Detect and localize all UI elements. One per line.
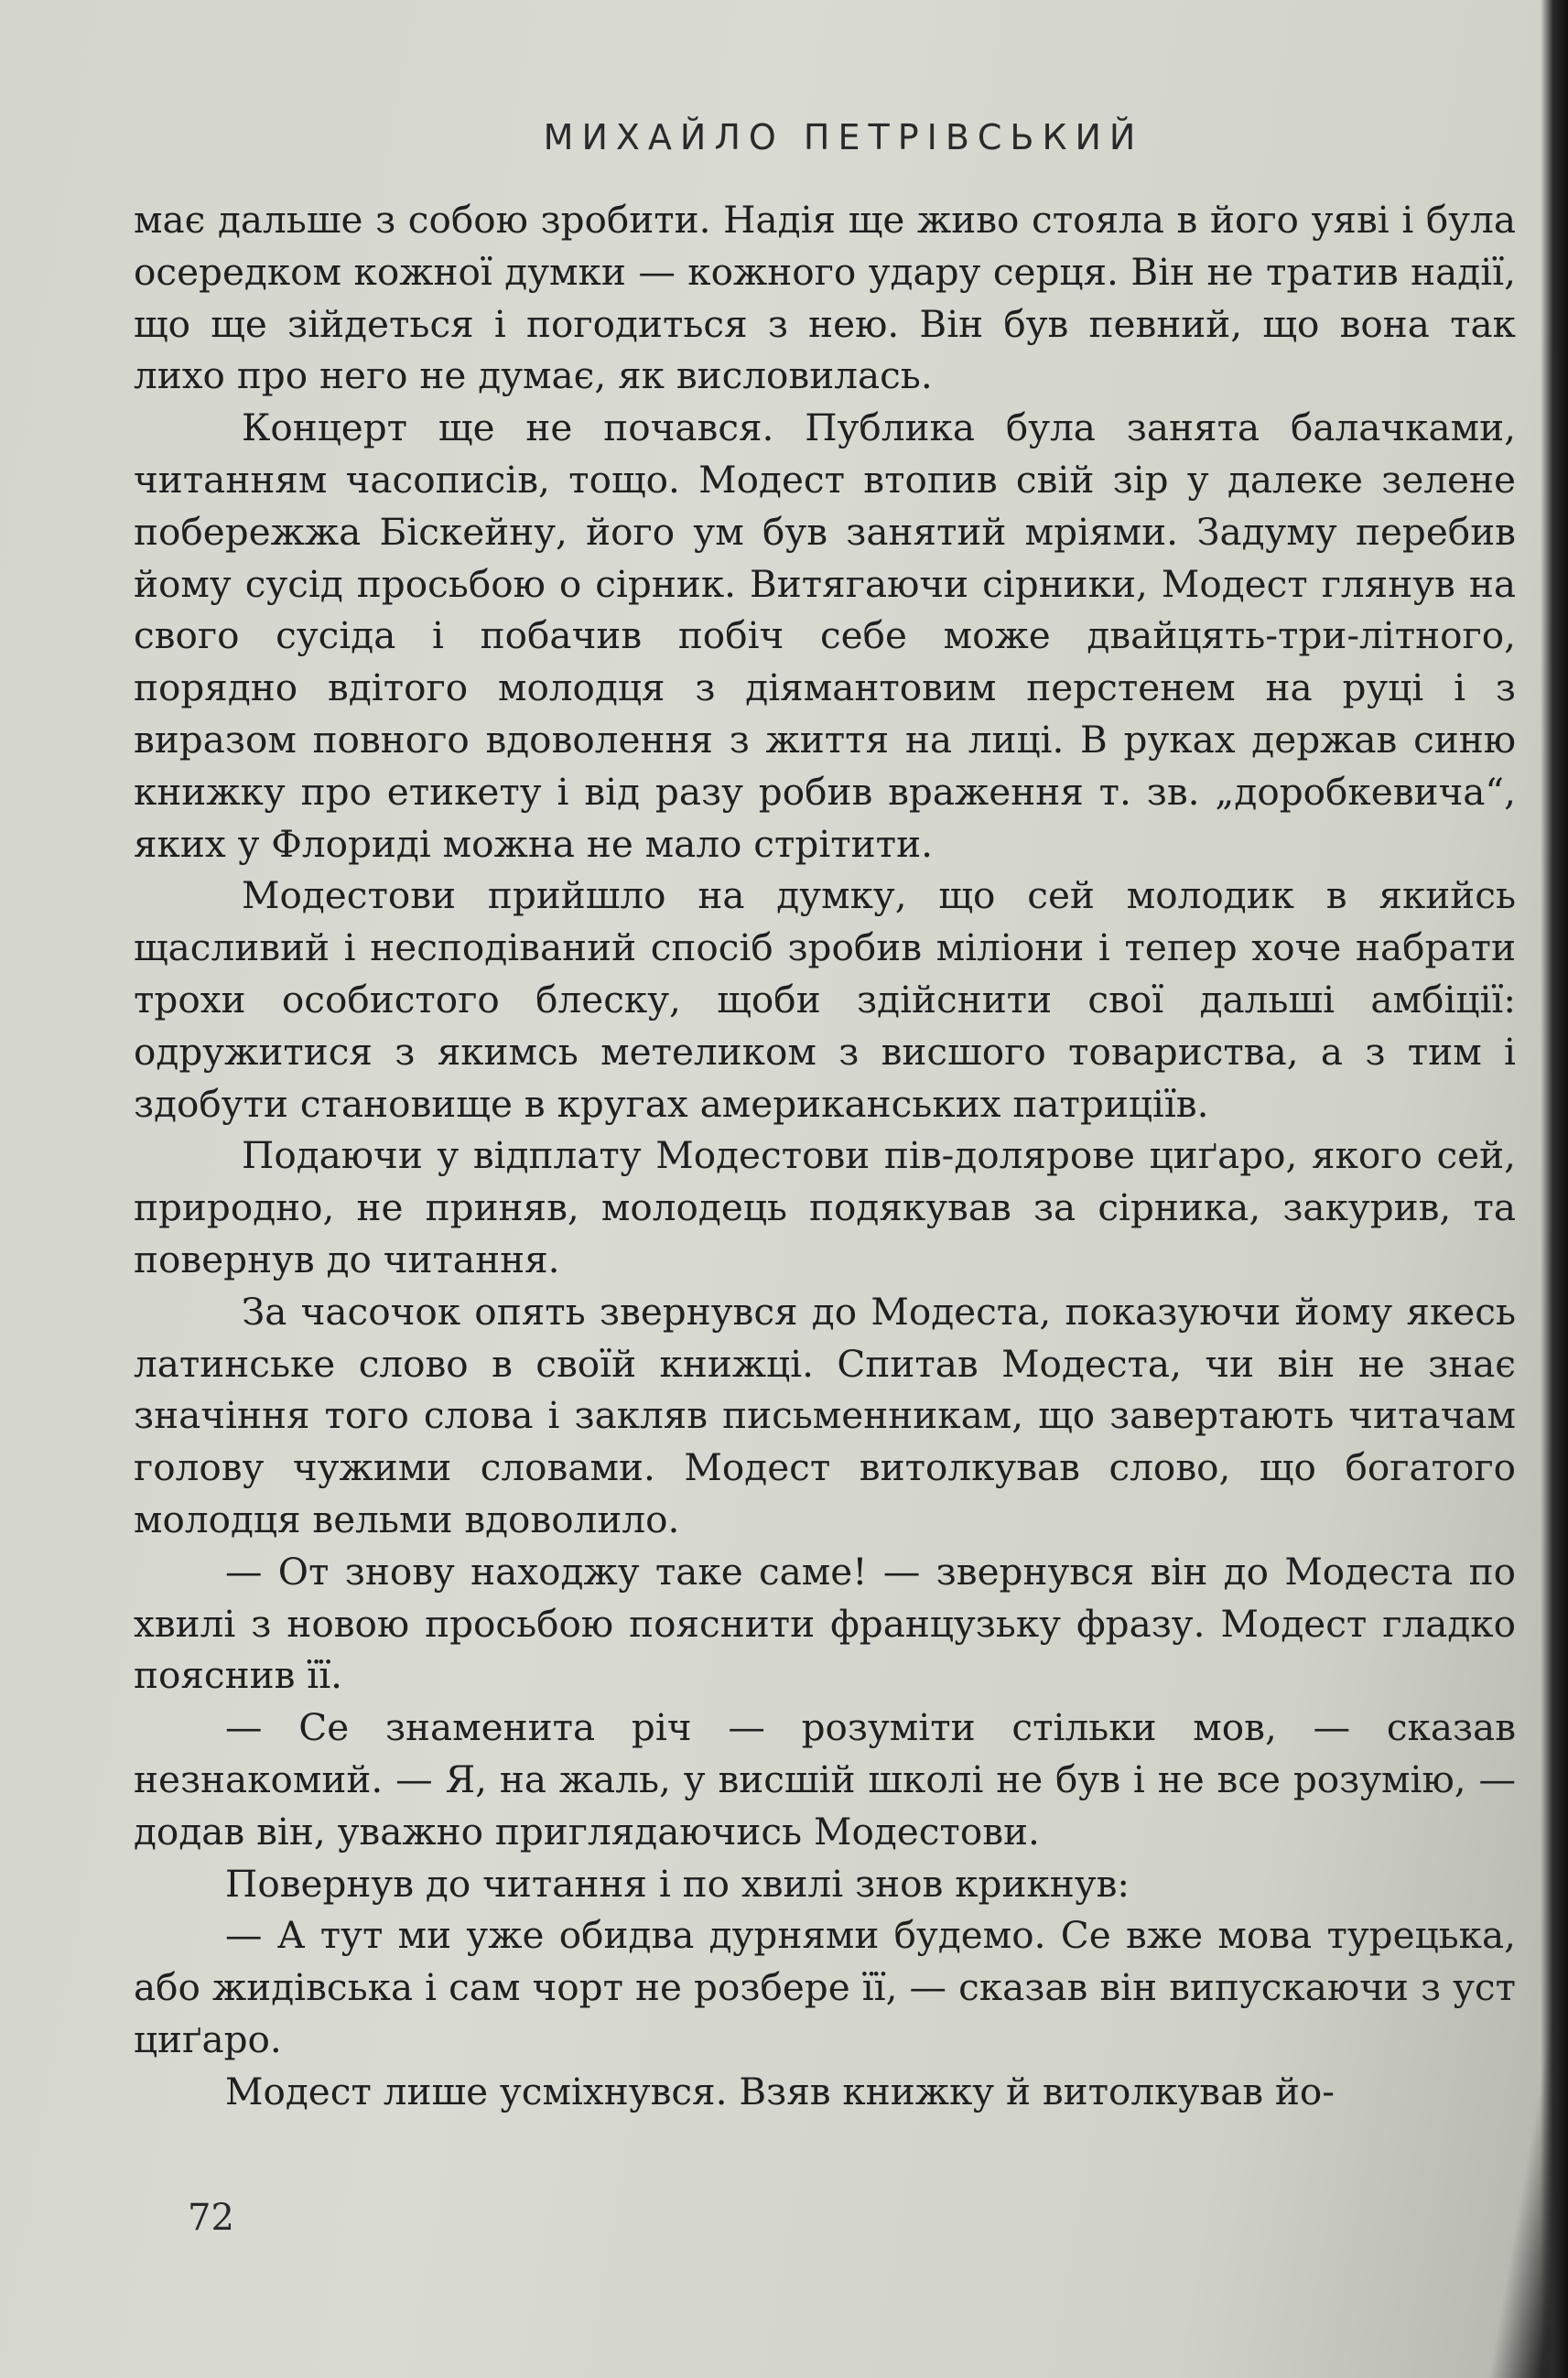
running-head: МИХАЙЛО ПЕТРІВСЬКИЙ	[543, 117, 1144, 157]
page-number: 72	[188, 2197, 234, 2239]
body-text	[134, 194, 1516, 2117]
paragraph: Модест лише усміхнувся. Взяв книжку й витолкував йо-	[225, 2069, 1335, 2113]
paragraph: — Се знаменита річ — розуміти стільки мов, — сказав незнакомий. — Я, на жаль, у висшій школі не був і не все розумію, — додав він, уважно приглядаючись Модестови.	[134, 1705, 1516, 1854]
paragraph: має дальше з собою зробити. Надія ще живо стояла в його уяві і була осередком кожної думки — кожного удару серця. Він не тратив надії, що ще зійдеться і погодиться з нею. Він був певний, що вона так лихо про него не думає, як висловилась.	[134, 198, 1516, 398]
paragraph: Повернув до читання і по хвилі знов крикнув:	[225, 1861, 1130, 1906]
paragraph: — А тут ми уже обидва дурнями будемо. Се вже мова турецька, або жидівська і сам чорт не розбере її, — сказав він випускаючи з уст циґаро.	[134, 1913, 1516, 2061]
paragraph: — От знову находжу таке саме! — звернувся він до Модеста по хвилі з новою просьбою пояснити французьку фразу. Модест гладко пояснив її.	[134, 1549, 1516, 1698]
paragraph: Подаючи у відплату Модестови пів-долярове циґаро, якого сей, природно, не приняв, молодець подякував за сірника, закурив, та повернув до читання.	[134, 1133, 1516, 1281]
paragraph: За часочок опять звернувся до Модеста, показуючи йому якесь латинське слово в своїй книжці. Спитав Модеста, чи він не знає значіння того слова і закляв письменникам, що завертають читачам голову чужими словами. Модест витолкував слово, що богатого молодця вельми вдоволило.	[134, 1289, 1516, 1541]
book-gutter-shadow	[1541, 0, 1568, 2378]
paragraph: Модестови прийшло на думку, що сей молодик в якийсь щасливий і несподіваний спосіб зробив міліони і тепер хоче набрати трохи особистого блеску, щоби здійснити свої дальші амбіції: одружитися з якимсь метеликом з висшого товариства, а з тим і здобути становище в кругах американських патриціїв.	[134, 873, 1516, 1126]
paragraph: Концерт ще не почався. Публика була занята балачками, читанням часописів, тощо. Модест втопив свій зір у далеке зелене побережжа Біскейну, його ум був занятий мріями. Задуму перебив йому сусід просьбою о сірник. Витягаючи сірники, Модест глянув на свого сусіда і побачив побіч себе може двайцять-три-літного, порядно вдітого молодця з діямантовим перстенем на руці і з виразом повного вдоволення з життя на лиці. В руках держав синю книжку про етикету і від разу робив враження т. зв. „доробкевича“, яких у Флориді можна не мало стрітити.	[134, 405, 1516, 866]
